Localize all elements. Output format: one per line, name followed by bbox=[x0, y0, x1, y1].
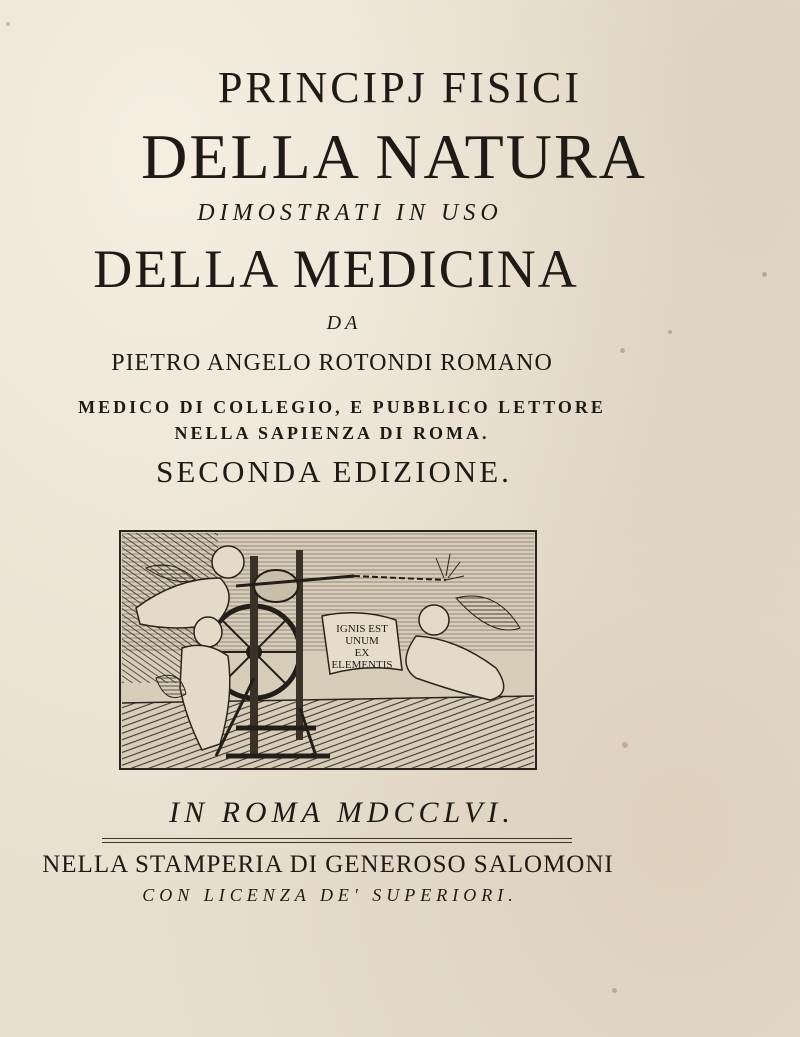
banner-line-2: UNUM bbox=[345, 635, 379, 647]
banner-line-4: ELEMENTIS bbox=[331, 659, 393, 671]
banner-line-3: EX bbox=[354, 647, 370, 659]
author-role-line2: NELLA SAPIENZA DI ROMA. bbox=[174, 423, 490, 443]
license-statement: CON LICENZA DE' SUPERIORI. bbox=[142, 885, 518, 905]
foxing-spot bbox=[622, 742, 628, 748]
imprint-rule bbox=[102, 838, 572, 843]
subtitle-dimostrati: DIMOSTRATI IN USO bbox=[197, 200, 503, 226]
foxing-spot bbox=[612, 988, 617, 993]
engraved-vignette bbox=[116, 528, 540, 772]
imprint-place-date: IN ROMA MDCCLVI. bbox=[169, 796, 515, 829]
byline-da: DA bbox=[326, 312, 362, 334]
author-name: PIETRO ANGELO ROTONDI ROMANO bbox=[111, 350, 553, 376]
title-line-della-natura: DELLA NATURA bbox=[141, 121, 647, 192]
banner-line-1: IGNIS EST bbox=[336, 623, 388, 635]
foxing-spot bbox=[762, 272, 767, 277]
foxing-spot bbox=[6, 22, 10, 26]
author-role-line1: MEDICO DI COLLEGIO, E PUBBLICO LETTORE bbox=[78, 397, 606, 417]
title-line-principj-fisici: PRINCIPJ FISICI bbox=[217, 63, 583, 112]
printer-statement: NELLA STAMPERIA DI GENEROSO SALOMONI bbox=[42, 851, 614, 878]
title-line-della-medicina: DELLA MEDICINA bbox=[93, 239, 579, 299]
edition-statement: SECONDA EDIZIONE. bbox=[156, 454, 512, 489]
